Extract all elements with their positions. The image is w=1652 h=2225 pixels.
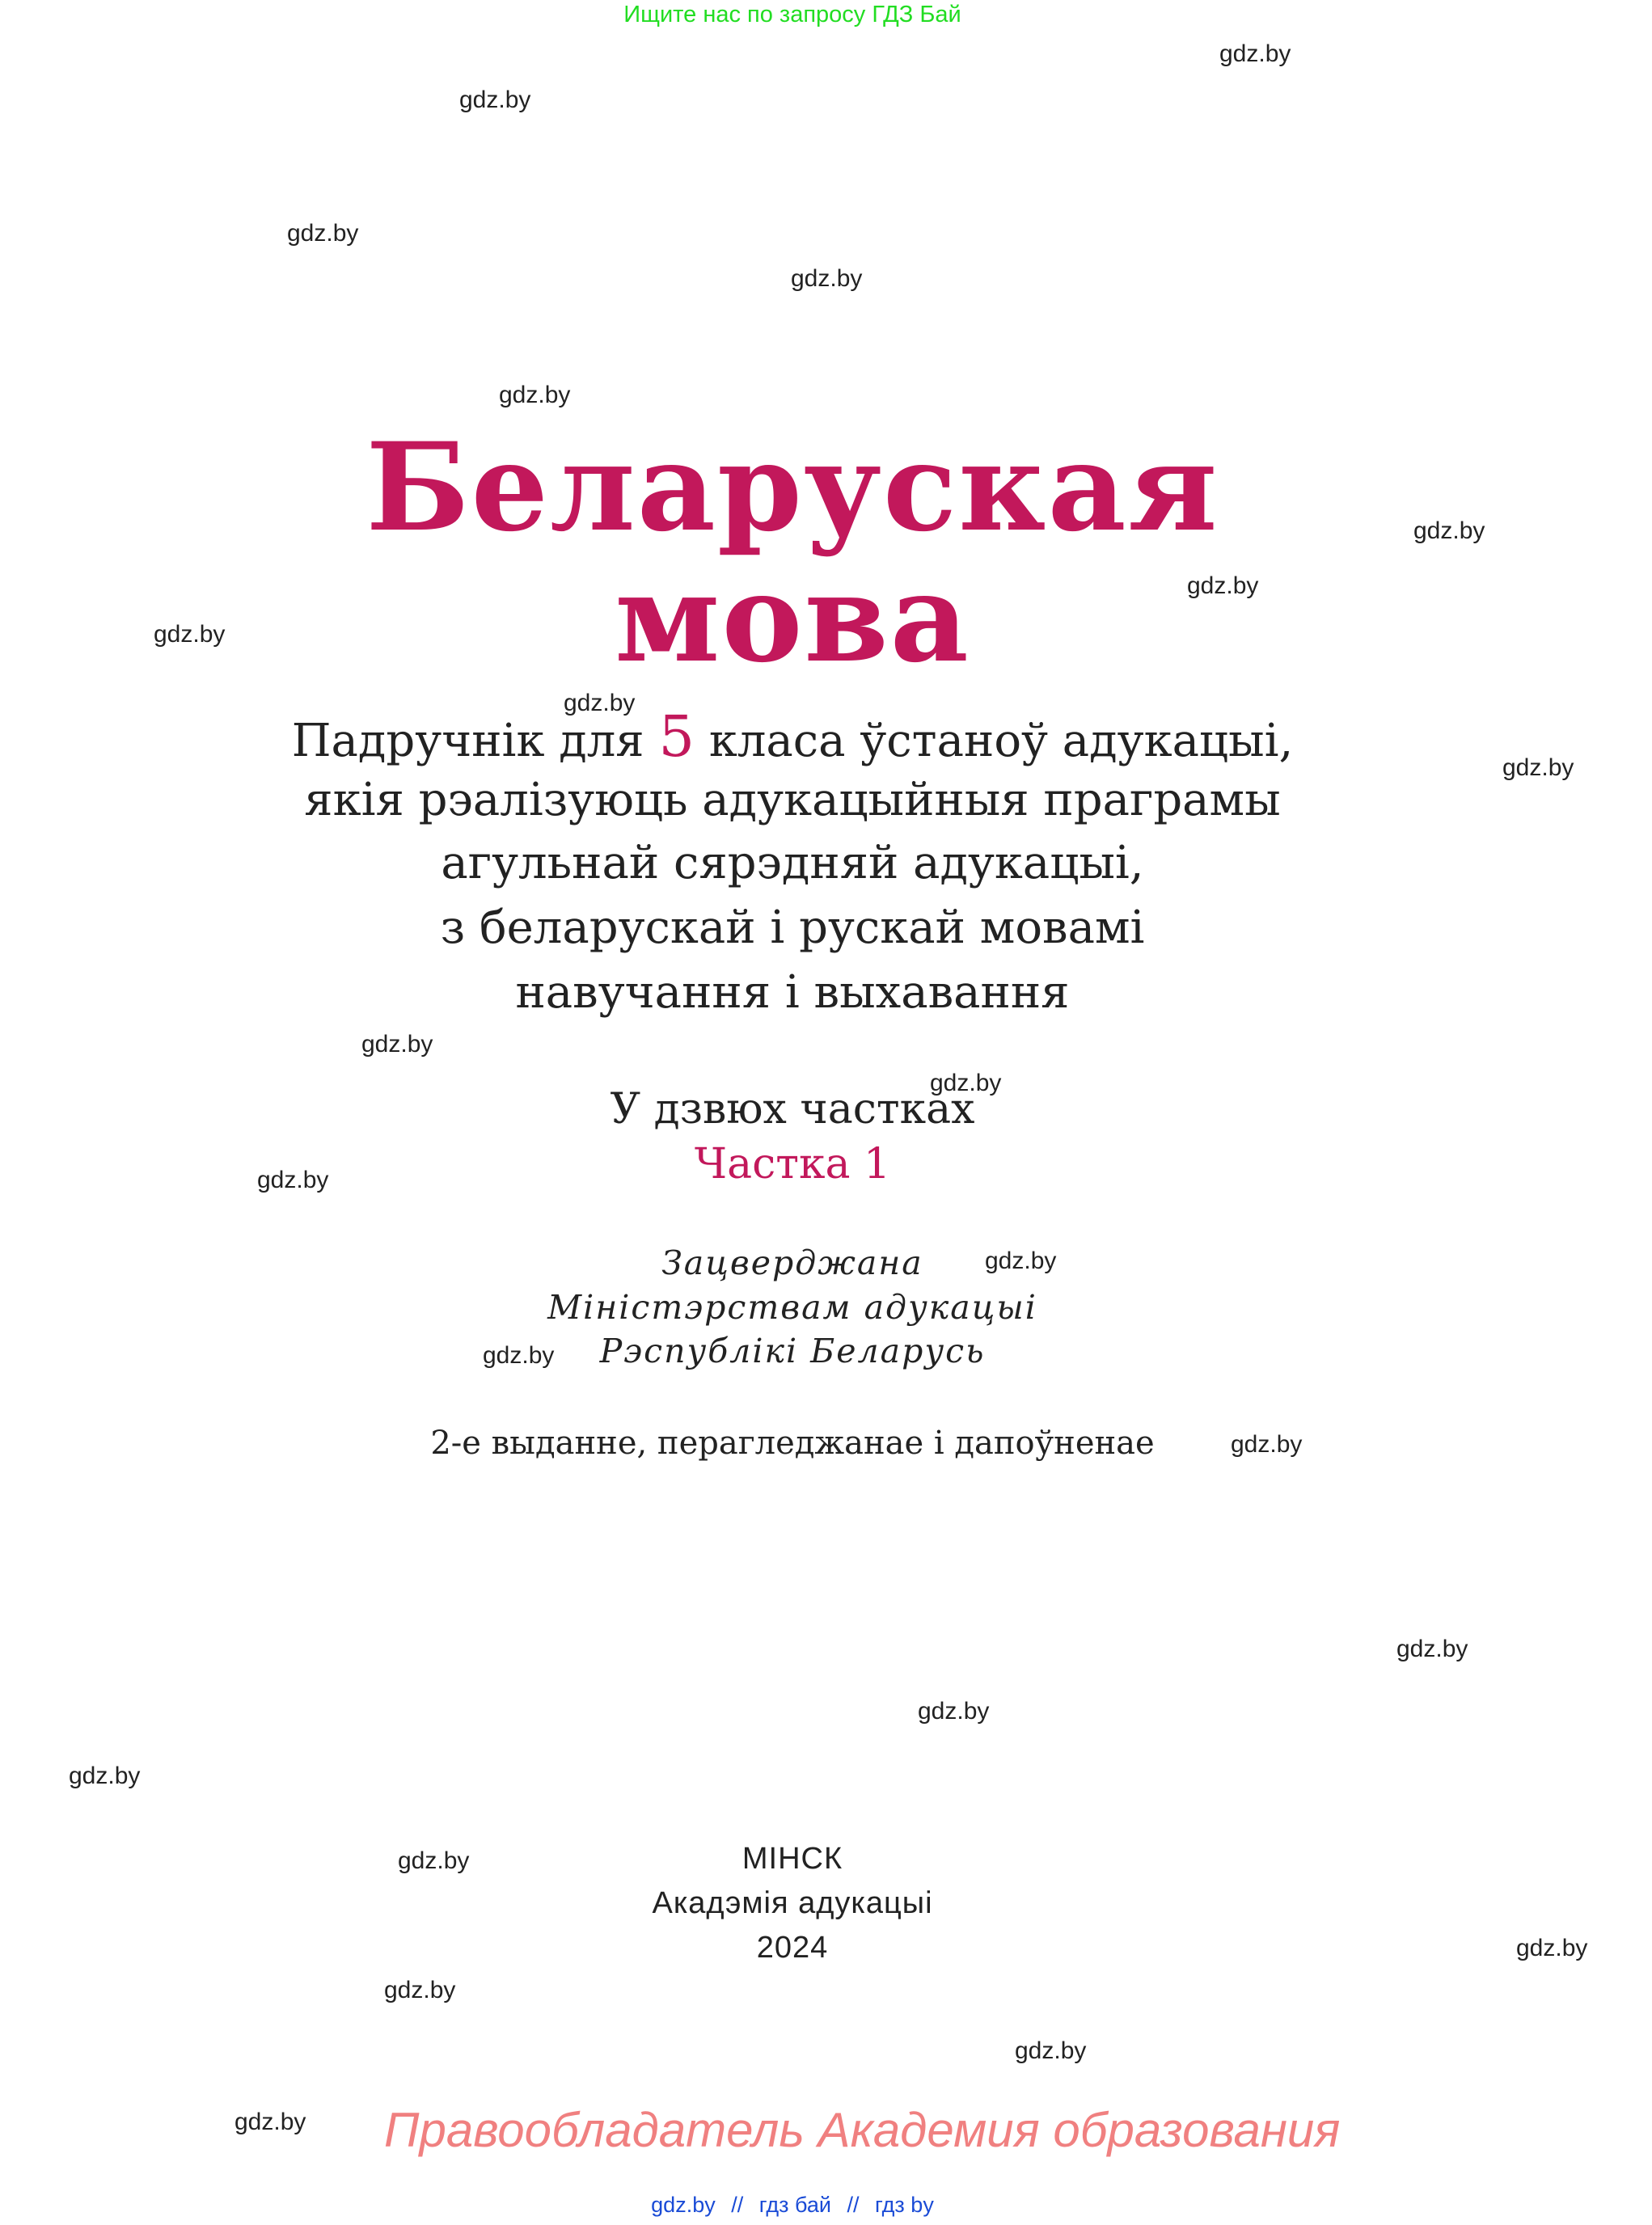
approved-line1: Зацверджана bbox=[661, 1243, 923, 1282]
watermark: gdz.by bbox=[1396, 1636, 1468, 1662]
watermark: gdz.by bbox=[398, 1847, 470, 1874]
year: 2024 bbox=[756, 1931, 829, 1965]
top-banner: Ищите нас по запросу ГДЗ Бай bbox=[623, 2, 961, 27]
watermark: gdz.by bbox=[1413, 517, 1485, 544]
watermark: gdz.by bbox=[1015, 2037, 1087, 2064]
watermark: gdz.by bbox=[1219, 40, 1291, 67]
watermark: gdz.by bbox=[459, 87, 531, 113]
publisher: Акадэмія адукацыі bbox=[652, 1886, 933, 1920]
subtitle-line4: з беларускай і рускай мовамі bbox=[440, 901, 1145, 954]
approved-line3: Рэспублікі Беларусь bbox=[599, 1332, 986, 1370]
grade-number: 5 bbox=[658, 703, 695, 770]
watermark: gdz.by bbox=[499, 382, 571, 408]
subtitle-line2: якія рэалізуюць адукацыйныя праграмы bbox=[304, 774, 1281, 826]
watermark: gdz.by bbox=[1502, 754, 1574, 781]
part-number: Частка 1 bbox=[694, 1140, 891, 1188]
book-title-line1: Беларуская bbox=[365, 416, 1219, 559]
parts-count: У дзвюх частках bbox=[610, 1085, 975, 1134]
watermark: gdz.by bbox=[930, 1070, 1002, 1096]
watermark: gdz.by bbox=[361, 1031, 433, 1058]
footer-link-gdz-by[interactable]: gdz.by bbox=[651, 2193, 716, 2217]
watermark: gdz.by bbox=[483, 1342, 555, 1369]
watermark: gdz.by bbox=[1231, 1431, 1303, 1458]
watermark: gdz.by bbox=[1187, 572, 1259, 599]
footer-separator: // bbox=[731, 2193, 744, 2217]
subtitle-line1-pre: Падручнік для bbox=[291, 715, 644, 767]
footer-separator: // bbox=[847, 2193, 860, 2217]
rights-holder: Правообладатель Академия образования bbox=[384, 2103, 1341, 2157]
watermark: gdz.by bbox=[564, 690, 636, 716]
watermark: gdz.by bbox=[234, 2109, 306, 2135]
footer-links bbox=[0, 2193, 1585, 2218]
footer-link-gdz-bai[interactable]: гдз бай bbox=[758, 2193, 831, 2217]
watermark: gdz.by bbox=[1516, 1935, 1588, 1961]
watermark: gdz.by bbox=[154, 621, 226, 648]
watermark: gdz.by bbox=[791, 265, 863, 292]
subtitle-line3: агульнай сярэдняй адукацыі, bbox=[441, 837, 1144, 889]
watermark: gdz.by bbox=[384, 1977, 456, 2003]
city: МІНСК bbox=[741, 1842, 843, 1876]
subtitle-line5: навучання і выхавання bbox=[515, 966, 1070, 1019]
book-title-line2: мова bbox=[615, 547, 970, 690]
watermark: gdz.by bbox=[287, 220, 359, 247]
edition: 2-е выданне, перагледжанае і дапоўненае bbox=[430, 1425, 1155, 1462]
watermark: gdz.by bbox=[985, 1248, 1057, 1274]
subtitle-line1-post: класа ўстаноў адукацыі, bbox=[708, 715, 1294, 767]
watermark: gdz.by bbox=[257, 1167, 329, 1193]
footer-link-gdz-by-alt[interactable]: гдз by bbox=[875, 2193, 934, 2217]
approved-line2: Міністэрствам адукацыі bbox=[547, 1288, 1037, 1327]
watermark: gdz.by bbox=[918, 1698, 990, 1725]
watermark: gdz.by bbox=[69, 1763, 141, 1789]
